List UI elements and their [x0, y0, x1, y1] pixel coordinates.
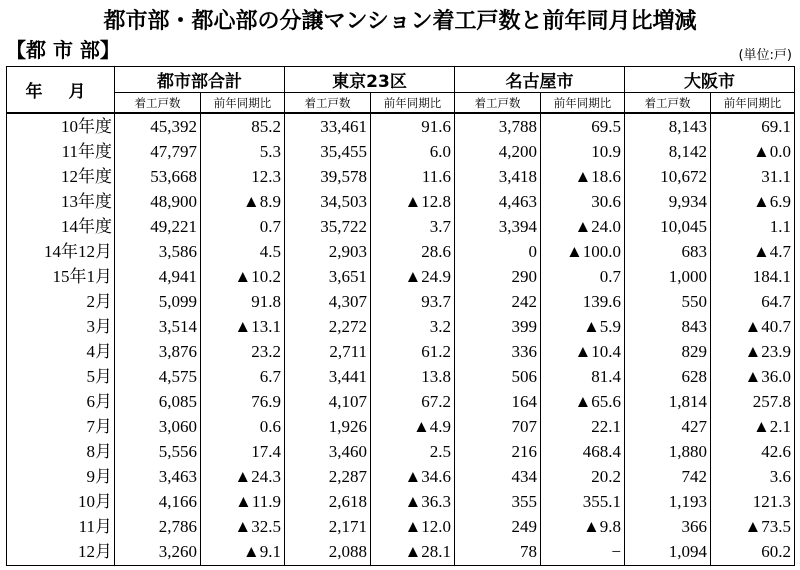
starts-cell: 5,099: [115, 289, 201, 314]
yoy-cell: ▲9.1: [201, 540, 285, 566]
starts-cell: 3,876: [115, 339, 201, 364]
yoy-cell: ▲73.5: [711, 515, 795, 540]
yoy-cell: 10.9: [541, 139, 625, 164]
starts-cell: 3,651: [285, 264, 371, 289]
yoy-cell: 121.3: [711, 490, 795, 515]
starts-cell: 683: [625, 239, 711, 264]
group-header: 都市部合計: [115, 67, 285, 93]
starts-cell: 290: [455, 264, 541, 289]
table-row: [7, 465, 795, 490]
starts-cell: 355: [455, 490, 541, 515]
yoy-cell: 81.4: [541, 364, 625, 389]
yoy-cell: 184.1: [711, 264, 795, 289]
table-row: [7, 214, 795, 239]
row-label: 4月: [7, 339, 115, 364]
starts-cell: 48,900: [115, 189, 201, 214]
table-row: [7, 414, 795, 439]
yoy-cell: 61.2: [371, 339, 455, 364]
starts-cell: 10,672: [625, 164, 711, 189]
table-row: [7, 490, 795, 515]
starts-cell: 3,260: [115, 540, 201, 566]
starts-cell: 628: [625, 364, 711, 389]
starts-cell: 336: [455, 339, 541, 364]
table-body: [7, 113, 795, 566]
yoy-cell: 67.2: [371, 389, 455, 414]
yoy-cell: ▲2.1: [711, 414, 795, 439]
starts-cell: 1,880: [625, 440, 711, 465]
starts-cell: 3,514: [115, 314, 201, 339]
yoy-cell: ▲10.2: [201, 264, 285, 289]
starts-cell: 49,221: [115, 214, 201, 239]
table-row: [7, 113, 795, 139]
starts-cell: 843: [625, 314, 711, 339]
yoy-cell: ▲65.6: [541, 389, 625, 414]
yoy-cell: 76.9: [201, 389, 285, 414]
starts-cell: 3,418: [455, 164, 541, 189]
yoy-cell: ▲4.9: [371, 414, 455, 439]
row-label: 15年1月: [7, 264, 115, 289]
yoy-cell: 468.4: [541, 440, 625, 465]
group-header-row: [7, 67, 795, 93]
yoy-cell: 5.3: [201, 139, 285, 164]
yoy-cell: ▲28.1: [371, 540, 455, 566]
starts-cell: 5,556: [115, 440, 201, 465]
starts-cell: 1,193: [625, 490, 711, 515]
table-row: [7, 289, 795, 314]
yoy-cell: 6.0: [371, 139, 455, 164]
table-row: [7, 339, 795, 364]
row-header: 年 月: [7, 67, 115, 114]
group-header: 東京23区: [285, 67, 455, 93]
row-label: 2月: [7, 289, 115, 314]
starts-cell: 78: [455, 540, 541, 566]
table-row: [7, 364, 795, 389]
yoy-cell: ▲11.9: [201, 490, 285, 515]
row-label: 9月: [7, 465, 115, 490]
starts-cell: 4,575: [115, 364, 201, 389]
starts-cell: 6,085: [115, 389, 201, 414]
yoy-cell: ▲34.6: [371, 465, 455, 490]
yoy-cell: 69.1: [711, 113, 795, 139]
yoy-cell: −: [541, 540, 625, 566]
yoy-cell: 30.6: [541, 189, 625, 214]
yoy-cell: ▲32.5: [201, 515, 285, 540]
starts-cell: 3,460: [285, 440, 371, 465]
sub-header: 着工戸数: [285, 93, 371, 114]
starts-cell: 3,060: [115, 414, 201, 439]
group-header: 名古屋市: [455, 67, 625, 93]
row-label: 13年度: [7, 189, 115, 214]
starts-cell: 45,392: [115, 113, 201, 139]
yoy-cell: 31.1: [711, 164, 795, 189]
yoy-cell: ▲10.4: [541, 339, 625, 364]
starts-cell: 0: [455, 239, 541, 264]
yoy-cell: ▲5.9: [541, 314, 625, 339]
yoy-cell: 91.6: [371, 113, 455, 139]
starts-cell: 2,786: [115, 515, 201, 540]
yoy-cell: 0.7: [541, 264, 625, 289]
group-header: 大阪市: [625, 67, 795, 93]
sub-header-row: [7, 93, 795, 114]
starts-cell: 4,307: [285, 289, 371, 314]
table-row: [7, 164, 795, 189]
starts-cell: 829: [625, 339, 711, 364]
yoy-cell: 12.3: [201, 164, 285, 189]
starts-cell: 366: [625, 515, 711, 540]
yoy-cell: 1.1: [711, 214, 795, 239]
yoy-cell: ▲36.3: [371, 490, 455, 515]
yoy-cell: 139.6: [541, 289, 625, 314]
starts-cell: 39,578: [285, 164, 371, 189]
yoy-cell: 355.1: [541, 490, 625, 515]
yoy-cell: 11.6: [371, 164, 455, 189]
yoy-cell: ▲24.3: [201, 465, 285, 490]
yoy-cell: ▲36.0: [711, 364, 795, 389]
starts-cell: 427: [625, 414, 711, 439]
yoy-cell: 0.7: [201, 214, 285, 239]
yoy-cell: 3.6: [711, 465, 795, 490]
table-row: [7, 264, 795, 289]
yoy-cell: 42.6: [711, 440, 795, 465]
yoy-cell: 23.2: [201, 339, 285, 364]
row-label: 5月: [7, 364, 115, 389]
table-row: [7, 540, 795, 566]
starts-cell: 1,094: [625, 540, 711, 566]
starts-cell: 707: [455, 414, 541, 439]
yoy-cell: ▲8.9: [201, 189, 285, 214]
sub-header: 着工戸数: [455, 93, 541, 114]
row-label: 10年度: [7, 113, 115, 139]
starts-cell: 3,788: [455, 113, 541, 139]
yoy-cell: 17.4: [201, 440, 285, 465]
yoy-cell: ▲23.9: [711, 339, 795, 364]
yoy-cell: ▲24.0: [541, 214, 625, 239]
starts-cell: 2,272: [285, 314, 371, 339]
yoy-cell: ▲12.8: [371, 189, 455, 214]
sub-header: 前年同期比: [711, 93, 795, 114]
starts-cell: 34,503: [285, 189, 371, 214]
sub-header: 着工戸数: [625, 93, 711, 114]
yoy-cell: 28.6: [371, 239, 455, 264]
yoy-cell: 60.2: [711, 540, 795, 566]
starts-cell: 4,463: [455, 189, 541, 214]
starts-cell: 4,166: [115, 490, 201, 515]
starts-cell: 1,926: [285, 414, 371, 439]
starts-cell: 4,200: [455, 139, 541, 164]
row-label: 6月: [7, 389, 115, 414]
starts-cell: 1,000: [625, 264, 711, 289]
starts-cell: 216: [455, 440, 541, 465]
yoy-cell: 93.7: [371, 289, 455, 314]
yoy-cell: ▲100.0: [541, 239, 625, 264]
starts-cell: 506: [455, 364, 541, 389]
row-label: 7月: [7, 414, 115, 439]
yoy-cell: ▲4.7: [711, 239, 795, 264]
table-row: [7, 440, 795, 465]
yoy-cell: 257.8: [711, 389, 795, 414]
yoy-cell: ▲0.0: [711, 139, 795, 164]
yoy-cell: 20.2: [541, 465, 625, 490]
table-row: [7, 314, 795, 339]
sub-header: 前年同期比: [201, 93, 285, 114]
yoy-cell: ▲18.6: [541, 164, 625, 189]
yoy-cell: 3.2: [371, 314, 455, 339]
table-row: [7, 189, 795, 214]
row-label: 11年度: [7, 139, 115, 164]
row-label: 14年12月: [7, 239, 115, 264]
yoy-cell: ▲12.0: [371, 515, 455, 540]
starts-cell: 249: [455, 515, 541, 540]
page-title: 都市部・都心部の分譲マンション着工戸数と前年同月比増減: [103, 9, 697, 34]
yoy-cell: 13.8: [371, 364, 455, 389]
yoy-cell: 6.7: [201, 364, 285, 389]
starts-cell: 53,668: [115, 164, 201, 189]
yoy-cell: ▲40.7: [711, 314, 795, 339]
row-label: 3月: [7, 314, 115, 339]
starts-cell: 8,142: [625, 139, 711, 164]
row-label: 12年度: [7, 164, 115, 189]
starts-cell: 2,711: [285, 339, 371, 364]
section-label: 【都 市 部】: [6, 38, 120, 62]
table-row: [7, 389, 795, 414]
starts-cell: 9,934: [625, 189, 711, 214]
starts-cell: 3,394: [455, 214, 541, 239]
yoy-cell: 69.5: [541, 113, 625, 139]
row-label: 11月: [7, 515, 115, 540]
starts-cell: 4,107: [285, 389, 371, 414]
yoy-cell: ▲6.9: [711, 189, 795, 214]
starts-cell: 3,586: [115, 239, 201, 264]
starts-cell: 242: [455, 289, 541, 314]
row-label: 14年度: [7, 214, 115, 239]
table-row: [7, 515, 795, 540]
starts-cell: 4,941: [115, 264, 201, 289]
data-table: [6, 66, 795, 566]
yoy-cell: 64.7: [711, 289, 795, 314]
row-label: 8月: [7, 440, 115, 465]
yoy-cell: ▲24.9: [371, 264, 455, 289]
starts-cell: 3,463: [115, 465, 201, 490]
starts-cell: 8,143: [625, 113, 711, 139]
yoy-cell: ▲9.8: [541, 515, 625, 540]
starts-cell: 399: [455, 314, 541, 339]
starts-cell: 10,045: [625, 214, 711, 239]
table-row: [7, 239, 795, 264]
starts-cell: 550: [625, 289, 711, 314]
starts-cell: 2,287: [285, 465, 371, 490]
starts-cell: 2,618: [285, 490, 371, 515]
starts-cell: 35,722: [285, 214, 371, 239]
table-row: [7, 139, 795, 164]
yoy-cell: 22.1: [541, 414, 625, 439]
starts-cell: 2,171: [285, 515, 371, 540]
yoy-cell: 2.5: [371, 440, 455, 465]
yoy-cell: ▲13.1: [201, 314, 285, 339]
starts-cell: 2,088: [285, 540, 371, 566]
row-label: 12月: [7, 540, 115, 566]
starts-cell: 164: [455, 389, 541, 414]
unit-label: (単位:戸): [738, 48, 792, 63]
yoy-cell: 91.8: [201, 289, 285, 314]
starts-cell: 3,441: [285, 364, 371, 389]
sub-header: 前年同期比: [541, 93, 625, 114]
row-label: 10月: [7, 490, 115, 515]
starts-cell: 742: [625, 465, 711, 490]
sub-header: 前年同期比: [371, 93, 455, 114]
yoy-cell: 3.7: [371, 214, 455, 239]
starts-cell: 47,797: [115, 139, 201, 164]
yoy-cell: 85.2: [201, 113, 285, 139]
starts-cell: 35,455: [285, 139, 371, 164]
starts-cell: 434: [455, 465, 541, 490]
starts-cell: 33,461: [285, 113, 371, 139]
yoy-cell: 4.5: [201, 239, 285, 264]
starts-cell: 2,903: [285, 239, 371, 264]
starts-cell: 1,814: [625, 389, 711, 414]
yoy-cell: 0.6: [201, 414, 285, 439]
sub-header: 着工戸数: [115, 93, 201, 114]
